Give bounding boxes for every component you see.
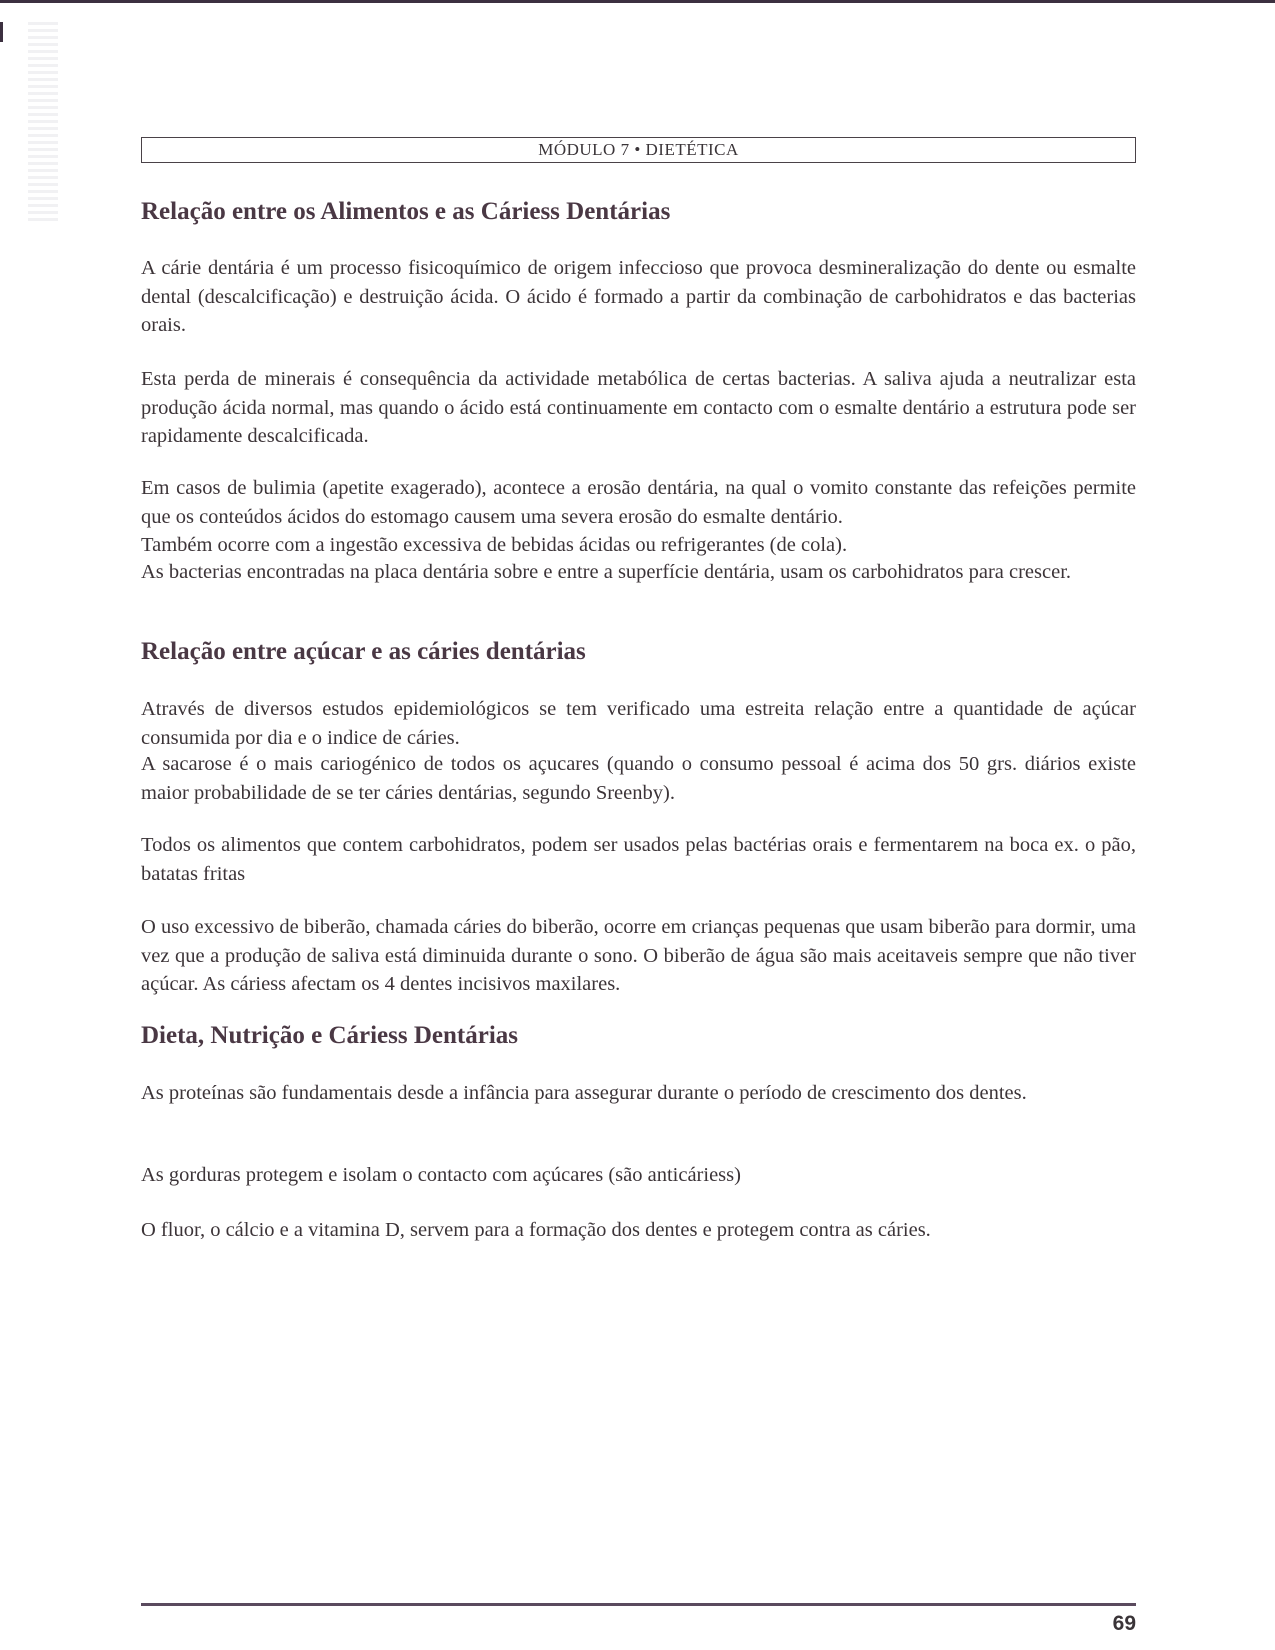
paragraph: Todos os alimentos que contem carbohidratos, podem ser usados pelas bactérias orais e fermentarem na boca ex. o pão, batatas fritas bbox=[141, 834, 1136, 885]
paragraph: As gorduras protegem e isolam o contacto com açúcares (são anticáriess) bbox=[141, 1164, 741, 1186]
paragraph: Esta perda de minerais é consequência da actividade metabólica de certas bacterias. A saliva ajuda a neutralizar esta produção ácida normal, mas quando o ácido está continuamente em contacto com o esmalte dentário a estrutura pode ser rapidamente descalcificada. bbox=[141, 368, 1136, 447]
paragraph: As bacterias encontradas na placa dentária sobre e entre a superfície dentária, usam os carbohidratos para crescer. bbox=[141, 561, 1072, 583]
module-header bbox=[141, 137, 1136, 163]
scan-noise bbox=[28, 22, 58, 222]
paragraph: A cárie dentária é um processo fisicoquímico de origem infeccioso que provoca desmineralização do dente ou esmalte dental (descalcificação) e destruição ácida. O ácido é formado a partir da combinação de carbohidratos e das bacterias orais. bbox=[141, 257, 1136, 336]
paragraph: O fluor, o cálcio e a vitamina D, servem para a formação dos dentes e protegem contra as cáries. bbox=[141, 1219, 931, 1241]
paragraph: A sacarose é o mais cariogénico de todos os açucares (quando o consumo pessoal é acima dos 50 grs. diários existe maior probabilidade de se ter cáries dentárias, segundo Sreenby). bbox=[141, 753, 1136, 804]
section-heading: Relação entre açúcar e as cáries dentárias bbox=[141, 638, 586, 665]
paragraph: Em casos de bulimia (apetite exagerado), acontece a erosão dentária, na qual o vomito constante das refeições permite que os conteúdos ácidos do estomago causem uma severa erosão do esmalte dentário. bbox=[141, 477, 1136, 528]
scan-border-top bbox=[0, 0, 1275, 3]
module-header-title: MÓDULO 7 • DIETÉTICA bbox=[538, 140, 739, 159]
page-number: 69 bbox=[1112, 1612, 1136, 1635]
section-heading: Dieta, Nutrição e Cáriess Dentárias bbox=[141, 1022, 518, 1049]
paragraph: Também ocorre com a ingestão excessiva de bebidas ácidas ou refrigerantes (de cola). bbox=[141, 534, 848, 556]
scan-edge-mark bbox=[0, 22, 3, 42]
paragraph: As proteínas são fundamentais desde a infância para assegurar durante o período de crescimento dos dentes. bbox=[141, 1082, 1027, 1104]
section-heading: Relação entre os Alimentos e as Cáriess Dentárias bbox=[141, 198, 671, 225]
footer-rule bbox=[141, 1603, 1136, 1606]
paragraph: Através de diversos estudos epidemiológicos se tem verificado uma estreita relação entre a quantidade de açúcar consumida por dia e o indice de cáries. bbox=[141, 698, 1136, 749]
paragraph: O uso excessivo de biberão, chamada cáries do biberão, ocorre em crianças pequenas que usam biberão para dormir, uma vez que a produção de saliva está diminuida durante o sono. O biberão de água são mais aceitaveis sempre que não tiver açúcar. As cáriess afectam os 4 dentes incisivos maxilares. bbox=[141, 916, 1136, 995]
